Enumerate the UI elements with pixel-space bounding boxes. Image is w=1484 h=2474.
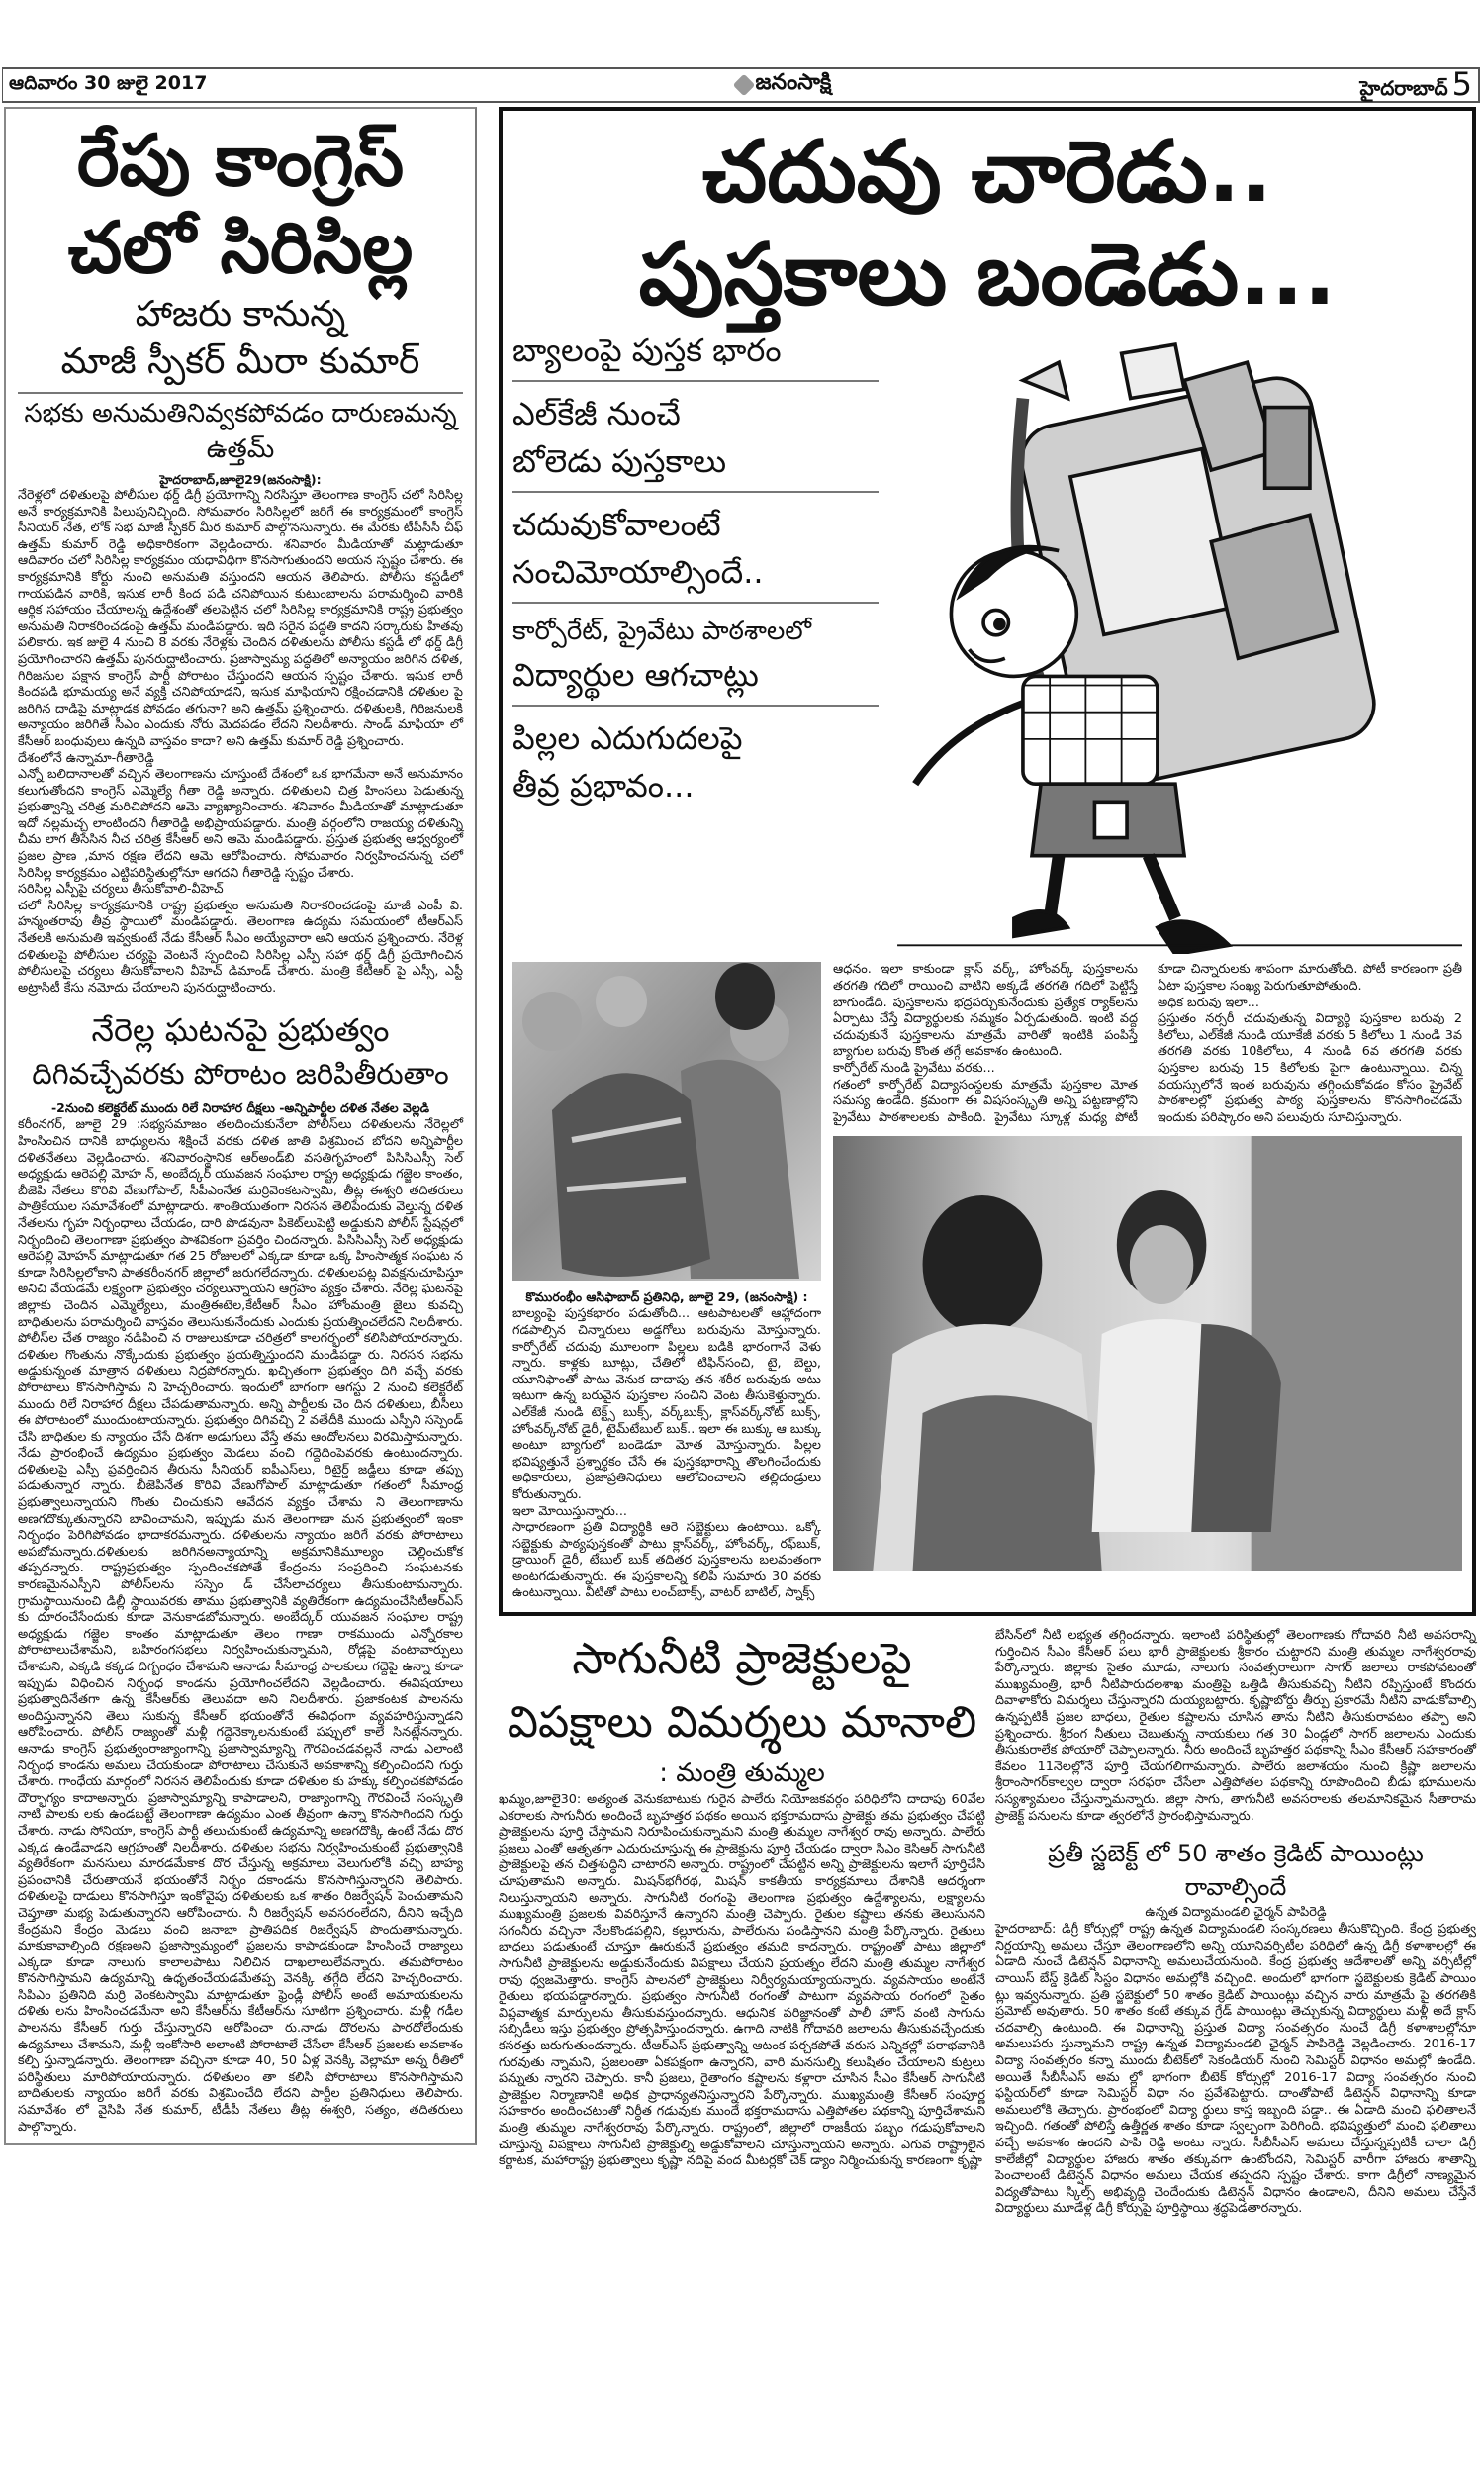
cartoon-boy-with-heavy-bag bbox=[888, 327, 1462, 954]
story-deck: సభకు అనుమతినివ్వకపోవడం దారుణమన్న ఉత్తమ్ bbox=[18, 392, 463, 467]
paragraph: కరీంనగర్, జూలై 29 :సభ్యసమాజం తలదించుకునేలా పోలీస్‌లు దళితులను నేరెల్లలో హింసించిన దానికి బాధ్యులను శిక్షించే వరకు దళిత జాతి విశ్రమించ బోదని అన్నిపార్టీల దళితనేతలు వెల్లడించారు. శనివారంస్థానిక ఆర్అండ్‌బి వసతిగృహంలో పిసిసిఎస్సీ సెల్ అధ్యక్షుడు ఆరెపల్లి మోహ న్, అంబేద్కర్ యువజన సంఘాల రాష్ట్ర అధ్యక్షుడు గజ్జెల కాంతం, బీజెపి నేతలు కొరివి వేణుగోపాల్, సీపీఎంనేత మర్రివెంకటస్వామి, తీట్ల ఈశ్వరి తదితరులు పాత్రికేయుల సమావేశంలో మాట్లాడారు. శాంతియుతంగా నిరసన తెలిపేందుకు వెల్తున్న దళిత నేతలను గృహ నిర్బంధాలు చేయడం, దారి పొడవునా పికెట్‌లుపెట్టి అడ్డుకుని పోలీస్ స్టేషన్లలో నిర్బందించి తెలంగాణా ప్రభుత్వం పాశవికంగా ప్రవర్తిం చిందన్నారు. పిసిసిఎస్సీ సెల్ అధ్యక్షుడు ఆరెపల్లి మోహన్ మాట్లాడుతూ గత 25 రోజులలో ఎక్కడా కూడా ఒక్క హింసాత్మక సంఘట న కూడా సిరిసిల్లలోకాని పాతకరీంనగర్ జిల్లాలో జరుగలేదన్నారు. దళితులపట్ల వివక్షనుచూపిస్తూ అనిచి వేయడమే లక్ష్యంగా ప్రభుత్వం చర్యలున్నాయని ఆగ్రహం వ్యక్తం చేశారు. నేరెల్ల ఘటనపై జిల్లాకు చెందిన ఎమ్మెల్యేలు, మంత్రిఈటెల,కేటీఆర్ సీఎం హోంమంత్రి జైలు కువచ్చి బాధితులను పరామర్శించి వాస్తవం తెలుసుకునేందుకు ఎందుకు ప్రయత్నించలేదని నిలదీశారు. పోలీస్‌ల చేత రాజ్యం నడిపించి న రాజులుకూడా చరిత్రలో కాలగర్భంలో కలిసిపోయారన్నారు. దళితుల గొంతును నొక్కేందుకు ప్రభుత్వం ప్రయత్నిస్తుందని మండిపడ్డా రు. నిరసన సభను అడ్డుకున్నంత మాత్రాన దళితులు నిద్రపోరన్నారు. ఖచ్చితంగా ప్రభుత్వం దిగి వచ్చే వరకు పోరాటాలు కొనసాగిస్తామ ని హెచ్చరించారు. ఇందులో బాగంగా ఆగస్టు 2 నుంచి కలెక్టరేట్ ముందు రిలే నిరాహార దీక్షలు చేపడుతామన్నారు. అన్ని పార్టీలకు చెం దిన దళితులు, బీసీలు ఈ పోరాటంలో ముందుంటాయన్నారు. ప్రభుత్వం దిగివచ్చి 2 వతేదీకి ముందు ఎస్పీని సస్పెండ్ చేసి బాధితుల కు న్యాయం చేసే దిశగా అడుగులు వేస్తే తమ ఆందోలనలు విరమిస్తామన్నారు. నేడు ప్రారంభించే ఉద్యమం ప్రభుత్వం మెడలు వంచి గద్దెదింపెవరకు ఉంటుందన్నారు. దళితులపై ఎస్పీ ప్రవర్తించిన తీరును సీనియర్ ఐపీఎస్‌లు, రిటైర్డ్ జడ్జీలు కూడా తప్పు పడుతున్నార న్నారు. బీజెపినేత కొరివి వేణుగోపాల్ మాట్లాడుతూ గతంలో సీమాంధ్ర ప్రభుత్వాలున్నాయని గొంతు చించుకుని ఆవేదన వ్యక్తం చేశామ ని తెలంగాణాను అణగదొక్కుతున్నారని బావించామని, ఇప్పుడు మన తెలంగాణా మన ప్రభుత్వంలో ఇంకా నిర్బంధం పెరిగిపోవడం భాదాకరమన్నారు. దళితులను న్యాయం జరిగే వరకు పోరాటాలు అపబోమన్నారు.దళితులకు జరిగినఅన్యాయాన్ని అక్రమానికిమూల్యం చెల్లించుకోక తప్పదన్నారు. రాష్ట్రప్రభుత్వం స్పందించకపోతే కేంద్రంను సంప్రదించి సంఘటనకు కారణమైనఎస్పీని పోలీస్‌లను సస్పెం డ్ చేసేలాచర్యలు తీసుకుంటామన్నారు. గ్రామస్థాయినుంచి డిల్లీ స్థాయివరకు తాము ప్రభుత్వానికి వ్యతిరేకంగా ఉద్యమంచేసిటీఆర్ఎస్ కు దూరంచేసేందుకు కూడా వెనుకాడబోమన్నారు. అంబేద్కర్ యువజన సంఘాల రాష్ట్ర అధ్యక్షుడు గజ్జెల కాంతం మాట్లాడుతూ తెలం గాణా రాకముందు ఎన్నోరకాల పోరాటాలుచేశామని, బహిరంగసభలు నిర్వహించుకున్నామని, రోడ్లపై వంటావార్పులు చేశామని, ఎక్కడి కక్కడ దిగ్బంధం చేశామని ఆనాడు సీమాంధ్ర పాలకులు గద్దెపై ఉన్నా కూడా ఇప్పుడు విధించిన నిర్బంధ కాండను ప్రయోగించలేదని వెల్లడించారు. ఈవిషయాలు ప్రభుత్వాదినేతగా ఉన్న కేసీఆర్‌కు తెలువదా అని నిలదీశారు. ప్రజాకంటక పాలనను అందిస్తున్నానని తెలు సుకున్న కేసీఆర్ భయంతోనే ఈవిధంగా వ్యవహరిస్తున్నాడని ఆరోపించారు. పోలీస్ రాజ్యంతో మళ్లీ గద్దెనెక్కాలనుకుంటే పప్పులో కాలే సినట్లేనన్నారు. ఆనాడు కాంగ్రెస్ ప్రభుత్వంరాజ్యాంగాన్ని ప్రజాస్వామ్యాన్ని గౌరవించడవల్లనే నాడు ఎలాంటి నిర్బంధ కాండను అమలు చేయకుండా పోరాటాలు చేసుకునే అవకాశాన్ని కల్పించిందని గుర్తు చేశారు. గాంధేయ మార్గంలో నిరసన తెలిపేందుకు కూడా దళితుల కు హక్కు కల్పించకపోవడం దౌర్భాగ్యం కాదాఅన్నారు. ప్రజాస్వామ్యాన్ని కాపాడాలని, రాజ్యాంగాన్ని గౌరవించే సంస్కృతి నాటి పాలకు లకు ఉండబట్టే తెలంగాణా ఉద్యమం ఎంత తీవ్రంగా ఉన్నా కొనసాగిందని గుర్తు చేశారు. నాడు సోనియా, కాంగ్రెస్ పార్టీ తలుచుకుంటే ఉద్యమాన్ని అణగదొక్కి ఉంటే నేడు దొర ఎక్కడ ఉండేవాడని ఆగ్రహంతో నిలదీశారు. దళితుల సభను నిర్వహించుకుంటే ప్రభుత్వానికి వ్యతిరేకంగా మనసులు మారడమేకాక దొర చేస్తున్న అక్రమాలు వెలుగులోకి వచ్చి బాహ్య ప్రపంచానికి చేరుతాయనే భయంతోనే నిర్బం దకాండను కొనసాగిస్తున్నారని తెలిపారు. దళితులపై దాడులు కొనసాగిస్తూ ఇంకోవైపు దళితులకు ఒక శాతం రిజర్వేషన్ పెంచుతామని చెప్తూతా మభ్య పెడుతున్నారని ఆరోపించారు. నీ రిజర్వేషన్ అవసరంలేదని, దీనిని ఇచ్చేది కేంద్రమని కేంద్రం మెడలు వంచి జనాబా ప్రాతిపదిక రిజర్వేషన్ పొందుతామన్నారు. మాకుకావాల్సింది రక్షణఅని ప్రజాస్వామ్యంలో ప్రజలను కాపాడకుండా హింసించే రాజ్యాలు ఎక్కడా కూడా నాలుగు కాలాలపాటు నిలిచిన దాఖలాలులేవన్నారు. తమపోరాటం కొనసాగిస్తామని ఉద్యమాన్ని ఉధృతంచేయడమేతప్ప వెనక్కి తగ్గేది లేదని హెచ్చరించారు. సిపిఎం ప్రతినిది మర్రి వెంకటస్వామి మాట్లాడుతూ ఫ్రెండ్లీ పోలీస్ అంటే అమాయకులను దళితు లను హింసించడమేనా అని కేసీఆర్‌ను కేటీఆర్‌ను సూటిగా ప్రశ్నించారు. మళ్లీ గడీల పాలనను కేసీఆర్ గుర్తు చేస్తున్నారని ఆరోపించా రు.నాడు దొరలను పారదోలేందుకు ఉద్యమాలు చేశామని, మళ్లీ ఇంకోసారి అలాంటి పోరాటాలే చేసేలా కేసీఆర్ ప్రజలకు అవకాశం కల్పి స్తున్నాడన్నారు. తెలంగాణా వచ్చినా కూడా 40, 50 ఏళ్ల వెనక్కి వెల్లామా అన్న రీతిలో పరిస్థితులు మారిపోయాయన్నారు. దళితులం తా కలిసి పోరాటాలు కొనసాగిస్తామని బాదితులకు న్యాయం జరిగే వరకు విశ్రమించేది లేదని పార్టీల ప్రతినిధులు తెలిపారు. సమావేశం లో వైసిపి నేత కుమార్, టీడీపీ నేతలు తీట్ల ఈశ్వరి, సత్యం, తదితరులు పాల్గొన్నారు. bbox=[18, 1117, 463, 2135]
headline-line-1: సాగునీటి ప్రాజెక్టులపై bbox=[572, 1634, 912, 1685]
subhead: చదువుకోవాలంటే bbox=[512, 506, 721, 543]
dateline: కొమురంభీం ఆసిఫాబాద్ ప్రతినిధి, జూలై 29, (జనంసాక్షి) : bbox=[525, 1289, 808, 1305]
edition-info bbox=[1360, 65, 1472, 105]
section-subhead: దేశంలోనే ఉన్నామా-గీతారెడ్డి bbox=[18, 750, 154, 766]
subhead: కార్పోరేట్, ప్రైవేటు పాఠశాలలో bbox=[512, 617, 812, 646]
paragraph: ఎన్నో బలిదానాలతో వచ్చిన తెలంగాణను చూస్తుంటే దేశంలో ఒక భాగమేనా అనే అనుమానం కలుగుతోందని కాంగ్రెస్ ఎమ్మెల్యే గీతా రెడ్డి అన్నారు. దళితులని చిత్ర హింసలు పెడుతున్న ప్రభుత్వాన్ని చరిత్ర మరిచిపోదని ఆమె వ్యాఖ్యానించారు. శనివారం మీడియాతో మాట్లాడుతూ ఇదో నల్లమచ్చ లాంటిందని గీతారెడ్డి అభిప్రాయపడ్డారు. మంత్రి వర్గంలోని రాజయ్య దళితున్ని చీమ లాగ తీసేసిన నీచ చరిత్ర కేసీఆర్ అని ఆమె మండిపడ్డారు. ప్రస్తుత ప్రభుత్వ ఆధ్వర్యంలో ప్రజల ప్రాణ ,మాన రక్షణ లేదని ఆమె ఆరోపించారు. సోమవారం నిర్వహించనున్న చలో సిరిసిల్ల కార్యక్రమం ఎట్టిపరిస్థితుల్లోనూ ఆగదని గీతారెడ్డి స్పష్టం చేశారు. bbox=[18, 767, 463, 881]
edition-city: హైదరాబాద్ bbox=[1359, 76, 1448, 100]
subhead: ఎల్‌కేజీ నుంచే bbox=[512, 395, 681, 432]
divider bbox=[512, 491, 879, 493]
subhead-line-2: మాజీ స్పీకర్ మీరా కుమార్ bbox=[60, 341, 420, 382]
feature-school-bag-burden bbox=[499, 107, 1476, 1616]
right-column-stories bbox=[995, 1628, 1476, 2218]
bottom-stories bbox=[499, 1628, 1476, 2218]
headline-line-2: దిగివచ్చేవరకు పోరాటం జరిపితీరుతాం bbox=[32, 1057, 449, 1092]
photo-schoolgirls-with-bags bbox=[833, 1136, 1462, 1571]
divider bbox=[512, 705, 879, 707]
headline-line-2: చలో సిరిసిల్ల bbox=[67, 206, 414, 289]
section-subhead: సరిసిల్ల ఎస్పీపై చర్యలు తీసుకోవాలి-వీహెచ్ bbox=[18, 882, 224, 898]
subhead: బోలెడు పుస్తకాలు bbox=[512, 442, 727, 480]
logo-text: జనంసాక్షి bbox=[755, 70, 832, 95]
feature-headline-line-2: పుస్తకాలు బండెడు... bbox=[638, 226, 1337, 325]
page-body bbox=[4, 107, 1480, 2218]
divider bbox=[512, 602, 879, 604]
issue-date: ఆదివారం 30 జులై 2017 bbox=[9, 71, 208, 94]
story-kicker: -2నుంచి కలెక్టరేట్ ముందు రిలే నిరాహార దీక్షలు -అన్నిపార్టీల దళిత నేతల వెల్లడి bbox=[50, 1100, 430, 1116]
story-nerella-protest bbox=[18, 1008, 463, 2136]
paragraph: ఖమ్మం,జూలై30: అత్యంత వెనుకబాటుకు గురైన పాలేరు నియోజకవర్గం పరిధిలోని దాదాపు 60వేల ఎకరాలకు సాగునీరు అందించే బృహత్తర పథకం అయిన భక్తరామదాసు ప్రాజెక్టు తమ ప్రభుత్వం చేపట్టి ప్రాజెక్టులను పూర్తి చేస్తామని నిరూపించుకున్నామని మంత్రి తుమ్మల నాగేశ్వర రావు అన్నారు. పాలేరు ప్రజలు ఎంతో ఆతృతగా ఎదురుచూస్తున్న ఈ ప్రాజెక్టును పూర్తి చేయడం ద్వారా సిఎం కెసిఆర్ సాగునీటి ప్రాజెక్టులపై తన చిత్తశుద్ధిని చాటారని అన్నారు. రాష్ట్రంలో చేపట్టిన అన్ని ప్రాజెక్టులను ఇలాగే పూర్తిచేసి చూపుతామని అన్నారు. మిషన్‌భగీరథ, మిషన్ కాకతీయ కార్యక్రమాలు దేశానికి ఆదర్శంగా నిలుస్తున్నాయని అన్నారు. సాగునీటి రంగంపై తెలంగాణ ప్రభుత్వం ఉద్దేశ్యాలను, లక్ష్యాలను ముఖ్యమంత్రి ప్రజలకు వివరిస్తూనే ఉన్నారని మంత్రి చెప్పారు. రైతుల కష్టాలు తనకు తెలుసునని సగంనీరు వచ్చినా నేలకొండపల్లిని, కల్లూరును, పాలేరును పండిస్తానని మంత్రి పేర్కొన్నారు. రైతులు బాధలు పడుతుంటే చూస్తూ ఊరుకునే ప్రభుత్వం తమది కాదన్నారు. రాష్ట్రంతో పాటు జిల్లాలో సాగునీటి ప్రాజెక్టులను అడ్డుకునేందుకు విపక్షాలు చేయని ప్రయత్నం లేదని మంత్రి తుమ్మల నాగేశ్వర రావు ధ్వజమెత్తారు. కాంగ్రెస్ పాలనలో ప్రాజెక్టులు నిర్వీర్యమయ్యాయన్నారు. వ్యవసాయం అంటేనే రైతులు భయపడ్డారన్నారు. ప్రభుత్వం సాగునీటి రంగంతో పాటుగా వ్యవసాయ రంగంలో సైతం విప్లవాత్మక మార్పులను తీసుకువస్తుందన్నారు. ఆధునిక పరిజ్ఞానంతో పాలీ హౌస్ వంటి సాగును సబ్సిడీలు ఇస్తు ప్రభుత్వం ప్రోత్సహిస్తుందన్నారు. ఉగాది నాటికి గోదావరి జలాలను తీసుకువచ్చేందుకు కసరత్తు జరుగుతుందన్నారు. టీఆర్ఎస్ ప్రభుత్వాన్ని ఆటంక పర్చకపోతే వరుస ఎన్నికల్లో పరాభవానికి గురవుతు న్నామని, ప్రజలంతా ఏకపక్షంగా ఉన్నారని, వారి మనసుల్ని కలుషితం చేయాలని కుట్రలు పన్నుతు న్నారని చెప్పారు. కానీ ప్రజలు, రైతాంగం కష్టాలను కళ్లారా చూసిన సీఎం కేసీఆర్ సాగునీటి ప్రాజెక్టుల నిర్మాణానికి అధిక ప్రాధాన్యతనిస్తున్నారని పేర్కొన్నారు. ముఖ్యమంత్రి కేసీఆర్ సంపూర్ణ సహకారం అందించటంతో నిర్ధీత గడువుకు ముందే భక్తరామదాసు ఎత్తిపోతల పథకాన్ని పూర్తిచేశామని మంత్రి తుమ్మల నాగేశ్వరరావు పేర్కొన్నారు. రాష్ట్రంలో, జిల్లాలో రాజకీయ పబ్బం గడుపుకోవాలని చూస్తున్న విపక్షాలు సాగునీటి ప్రాజెక్టుల్ని అడ్డుకోవాలని చూస్తున్నాయని అన్నారు. ఎగువ రాష్ట్రాలైన కర్ణాటక, మహారాష్ట్ర ప్రభుత్వాలు కృష్ణా నదిపై వంద మీటర్లకో చెక్ డ్యాం నిర్మించుకున్న కారణంగా కృష్ణా bbox=[499, 1792, 985, 2169]
section-subhead: అధిక బరువు ఇలా... bbox=[1158, 995, 1259, 1010]
paragraph: సాధారణంగా ప్రతి విద్యార్థికి ఆరె సబ్జెక్టులు ఉంటాయి. ఒక్కో సబ్జెక్టుకు పాఠ్యపుస్తకంతో పాటు క్లాస్‌వర్క్, హోంవర్క్, రఫ్‌బుక్, డ్రాయింగ్ డైరీ, టేబుల్ బుక్ తదితర పుస్తకాలను బలవంతంగా అంటగడుతున్నారు. ఈ పుస్తకాలన్ని కలిపి సుమారు 30 వరకు ఉంటున్నాయి. వీటితో పాటు లంచ్‌బాక్స్, వాటర్ బాటిల్, స్నాక్స్ bbox=[512, 1520, 821, 1601]
section-subhead: ఇలా మోయిస్తున్నారు... bbox=[512, 1503, 627, 1519]
subhead-line-1: హాజరు కానున్న bbox=[135, 294, 346, 334]
photo-student-with-backpack bbox=[512, 962, 821, 1281]
paragraph: బాల్యంపై పుస్తకభారం పడుతోంది... ఆటపాటలతో ఆహ్లాదంగా గడపాల్సిన చిన్నారులు అడ్డగోలు బరువును మోస్తున్నారు. కార్పోరేట్ చదువు మూలంగా పిల్లలు బడికి భారంగానే వెళు న్నారు. కాళ్లకు బూట్లు, చేతిలో టిఫిన్‌సంచి, టై, బెల్టు, యూనిఫాంతో పాటు వెనుక దాదాపు తన శరీర బరువుకు అటు ఇటుగా ఉన్న బరువైన పుస్తకాల సంచిని వెంట తీసుకెళ్తున్నారు. ఎల్‌కేజీ నుండి టెక్ట్స్ బుక్స్, వర్క్‌బుక్స్, క్లాస్‌వర్క్‌నోట్ బుక్స్, హోంవర్క్‌నోట్ డైరీ, టైమ్‌టేబుల్ బుక్.. ఇలా ఈ బుక్కు ఆ బుక్కు అంటూ బ్యాగులో బండెడూ మోత మోస్తున్నారు. పిల్లల భవిష్యత్తునే ప్రశ్నార్థకం చేసే ఈ పుస్తకభారాన్ని తొలగించేందుకు అధికారులు, ప్రజాప్రతినిధులు ఆలోచించాలని తల్లిదండ్రులు కోరుతున్నారు. bbox=[512, 1306, 821, 1502]
story-credit-points bbox=[995, 1837, 1476, 2218]
subhead: పిల్లల ఎదుగుదలపై bbox=[512, 719, 743, 757]
paragraph-continued: బేసిన్‌లో నీటి లభ్యత తగ్గిందన్నారు. ఇలాంటి పరిస్థితుల్లో తెలంగాణకు గోదావరి నీటి అవసరాన్ని గుర్తించిన సీఎం కేసీఆర్ పలు భారీ ప్రాజెక్టులకు శ్రీకారం చుట్టారని మంత్రి తుమ్మల నాగేశ్వరరావు పేర్కొన్నారు. జిల్లాకు సైతం మూడు, నాలుగు సంవత్సరాలుగా సాగర్ జలాలు రాకపోవటంతో ముఖ్యమంత్రి, భారీ నీటిపారుదలశాఖ మంత్రిపై ఒత్తిడి తీసుకువచ్చి నీటిని రప్పిస్తుంటే కొందరు దివాళాకోరు విమర్శలు చేస్తున్నారని దుయ్యబట్టారు. కృష్ణాబోర్డు తీర్పు ప్రకారమే నీటిని వాడుకోవాల్సి ఉన్నప్పటికీ ప్రజల బాధలు, రైతుల కష్టాలను చూసిన తాను నీటిని తీసుకురావటం తప్పా అని ప్రశ్నించారు. శ్రీరంగ నీతులు చెబుతున్న నాయకులు గత 30 ఏండ్లలో సాగర్ జలాలను ఎందుకు తీసుకురాలేక పోయారో చెప్పాలన్నారు. నీరు అందించే బృహత్తర పథకాన్ని సీఎం కేసీఆర్ సహకారంతో కేవలం 11నెలల్లోనే పూర్తి చేయగలిగామన్నారు. పాలేరు జలాశయం నుంచి క్రిష్ణా జలాలను శ్రీరాంసాగర్‌కాల్వల ద్వారా సరఫరా చేసేలా ఎత్తిపోతల పథకాన్ని రూపొందించి బీడు భూములను సస్యశ్యామలం చేస్తున్నామన్నారు. జిల్లా సాగు, తాగునీటి అవసరాలకు తలమానికమైన సీతారామ ప్రాజెక్ట్ పనులను కూడా త్వరలోనే ప్రారంభిస్తామన్నారు. bbox=[995, 1628, 1476, 1824]
divider bbox=[512, 380, 879, 382]
page-number: 5 bbox=[1451, 65, 1472, 103]
feature-article-columns-2-3 bbox=[833, 962, 1462, 1602]
subhead: విద్యార్థుల ఆగచాట్లు bbox=[512, 656, 759, 694]
subhead: తీవ్ర ప్రభావం... bbox=[512, 767, 695, 805]
logo-icon bbox=[732, 74, 755, 97]
headline: ప్రతీ స్జబెక్ట్ లో 50 శాతం క్రెడిట్ పాయింట్లు రావాల్సిందే bbox=[1048, 1840, 1424, 1902]
feature-headline-line-1: చదువు చారెడు.. bbox=[701, 123, 1273, 222]
left-column-stories bbox=[4, 107, 477, 2145]
headline-line-1: రేపు కాంగ్రెస్ bbox=[76, 119, 405, 202]
paragraph: ప్రస్తుతం నర్సరీ చదువుతున్న విద్యార్థి పుస్తకాల బరువు 2 కిలోలు, ఎల్‌కేజీ నుండి యూకేజీ వరకు 5 కిలోలు 1 నుండి 3వ తరగతి వరకు 10కిలోలు, 4 నుండి 6వ తరగతి వరకు పుస్తకాల బరువు 15 కిలోలకు పైగా ఉంటున్నాయి. చిన్న వయస్సులోనే ఇంత బరువును తగ్గించుకోవడం కోసం ప్రైవేట్ పాఠశాలల్లో ప్రభుత్వ పాఠ్య పుస్తకాలను కొనసాగించడమే ఇందుకు పరిష్కారం అని పలువురు సూచిస్తున్నారు. bbox=[1158, 1011, 1462, 1125]
page-header bbox=[2, 67, 1480, 103]
right-area bbox=[499, 107, 1476, 2218]
paragraph: నేరెళ్లలో దళితులపై పోలీసుల థర్డ్ డిగ్రీ ప్రయోగాన్ని నిరసిస్తూ తెలంగాణ కాంగ్రెస్ చలో సిరిసిల్ల అనే కార్యక్రమానికి పిలుపునిచ్చింది. సోమవారం సిరిసిల్లలో జరిగే ఈ కార్యక్రమంలో కాంగ్రెస్ సీనియర్ నేత, లోక్ సభ మాజీ స్పీకర్ మీర కుమార్ పాల్గొనసున్నారు. ఈ మేరకు టీపీసీసీ చీఫ్ ఉత్తమ్ కుమార్ రెడ్డి అధికారికంగా వెల్లడించారు. శనివారం మీడియాతో మట్లాడుతూ ఆదివారం చలో సిరిసిల్ల కార్యక్రమం యధావిధిగా కొనసాగుతుందని అయన స్పష్టం చేశారు. ఈ కార్యక్రమానికి కోర్టు నుంచి అనుమతి వస్తుందని ఆయన తెలిపారు. పోలీసు కస్టడీలో గాయపడిన వారికి, ఇసుక లారీ కింద పడి చనిపోయిన కుటుంబాలను పరామర్శించి వారికి ఆర్థిక సహాయం చేయాలన్న ఉద్దేశంతో తలపెట్టిన చలో సిరిసిల్ల కార్యక్రమానికి రాష్ట్ర ప్రభుత్వం అనుమతి నిరాకరించడంపై ఉత్తమ్ మండిపడ్డారు. ఇది సరైన పద్ధతి కాదని సర్కారుకు హితవు పలికారు. ఇక జులై 4 నుంచి 8 వరకు నేరెళ్లకు చెందిన దళితులను పోలీసు కస్టడీ లో థర్డ్ డిగ్రీ ప్రయోగించారని ఉత్తమ్ పునరుద్ఘాటించారు. ప్రజాస్వామ్య పద్ధతిలో అన్యాయం జరిగిన దళిత, గిరిజనుల పక్షాన కాంగ్రెస్ పార్టీ పోరాటం చేస్తుందని ఆయన స్పష్టం చేశారు. ఇసుక లారీ కిందపడి భూమయ్య అనే వ్యక్తి చనిపోయాడని, ఇసుక మాఫియాని రక్షించడానికి దళితుల పై జరిగిన దాడిపై మాట్లాడక పోవడం తగునా? అని ఉత్తమ్ ప్రశ్నించారు. దళితులకి, గిరిజనులకి అన్యాయం జరిగితే సీఎం ఎందుకు నోరు మెదపడం లేదని నిలదీశారు. సాండ్ మాఫియా లో కేసీఆర్ బంధువులు ఉన్నది వాస్తవం కాదా? అని ఉత్తమ్ కుమార్ రెడ్డి ప్రశ్నించారు. bbox=[18, 488, 463, 749]
subhead: ఉన్నత విద్యామండలి ఛైర్మన్ పాపిరెడ్డి bbox=[1145, 1905, 1327, 1921]
feature-article-column-1 bbox=[512, 962, 821, 1602]
paragraph: ఆధనం. ఇలా కాకుండా క్లాస్ వర్క్, హోంవర్క్ పుస్తకాలను తరగతి గదిలో రాయించి వాటిని అక్కడే తరగతి గదిలో పెట్టిస్తే బాగుండేది. పుస్తకాలను భద్రపర్చుకునేందుకు ప్రత్యేక ర్యాక్‌లను ఏర్పాటు చేస్తే విద్యార్థులకు నమ్మకం ఏర్పడుతుంది. ఇంటి వద్ద చదువుకునే పుస్తకాలను మాత్రమే వారితో ఇంటికి పంపిస్తే బ్యాగుల బరువు కొంత తగ్గే అవకాశం ఉంటుంది. bbox=[833, 962, 1138, 1060]
byline: : మంత్రి తుమ్మల bbox=[659, 1759, 825, 1789]
dateline: హైదరాబాద్,జూలై29(జనంసాక్షి): bbox=[159, 472, 322, 487]
feature-subheads bbox=[512, 327, 879, 954]
newspaper-logo[interactable] bbox=[736, 70, 832, 100]
story-irrigation-projects bbox=[499, 1628, 985, 2218]
paragraph: గతంలో కార్పోరేట్ విద్యాసంస్థలకు మాత్రమే పుస్తకాల మోత సమస్య ఉండేది. క్రమంగా ఈ విషసంస్కృతి అన్ని పట్టణాల్లోని ప్రైవేటు పాఠశాలలకు పాకింది. ప్రైవేటు స్కూళ్ల మధ్య పోటీ కూడా చిన్నారులకు శాపంగా మారుతోంది. పోటీ కారణంగా ప్రతీ ఏటా పుస్తకాల సంఖ్య పెరుగుతూపోతుంది. bbox=[833, 962, 1462, 1125]
section-subhead: కార్పోరేట్ నుండి ప్రైవేటు వరకు... bbox=[833, 1060, 995, 1076]
subhead: బ్యాలంపై పుస్తక భారం bbox=[512, 332, 782, 369]
paragraph: హైదరాబాద్: డిగ్రీ కోర్సుల్లో రాష్ట్ర ఉన్నత విద్యామండలి సంస్కరణలు తీసుకొచ్చింది. కేంద్ర ప్రభుత్వ నిర్ణయాన్ని అమలు చేస్తూ తెలంగాణలోని అన్ని యూనివర్సిటీల పరిధిలో ఉన్న డిగ్రీ కళాశాలల్లో ఈ ఏడాది నుంచే డిటెన్షన్ విధానాన్ని అమలుచేయనుంది. కేంద్ర ప్రభుత్వ ఆదేశాలతో అన్ని వర్సిటీల్లో చాయిస్ బేస్డ్ క్రెడిట్ సిస్టం విధానం అమల్లోకి వచ్చింది. అందులో భాగంగా స్జబెక్టులకు క్రెడిట్ పాయిం ట్లు ఇవ్వనున్నారు. ప్రతి స్జబెక్టులో 50 శాతం క్రెడిట్ పాయింట్లు వచ్చిన వారు మాత్రమే పై తరగతికి ప్రమోట్ అవుతారు. 50 శాతం కంటే తక్కువ గ్రేడ్ పాయింట్లు తెచ్చుకున్న విద్యార్థులు మళ్లీ అదే క్లాస్ చదవాల్సి ఉంటుంది. ఈ విధానాన్ని ప్రస్తుత విద్యా సంవత్సరం నుంచే డిగ్రీ కళాశాలల్లోనూ అమలుపరు స్తున్నామని రాష్ట్ర ఉన్నత విద్యామండలి ఛైర్మన్ పాపిరెడ్డి వెల్లడించారు. 2016-17 విద్యా సంవత్సరం కన్నా ముందు బీటెక్‌లో సెకండియర్ నుంచి సెమిస్టర్ విధానం అమల్లో ఉండేది. అయితే సీబీసీఎస్ అమ ల్లో భాగంగా బీటెక్ కోర్సుల్లో 2016-17 విద్యా సంవత్సరం నుంచి ఫస్టియర్‌లో కూడా సెమిస్టర్ విధా నం ప్రవేశపెట్టారు. దాంతోపాటే డిటెన్షన్ విధానాన్ని కూడా అమలులోకి తెచ్చారు. ప్రారంభంలో విద్యా ర్థులు కాస్త ఇబ్బంది పడ్డా.. ఈ ఏడాది మంచి ఫలితాలనే ఇచ్చింది. గతంతో పోలిస్తే ఉత్తీర్ణత శాతం కూడా స్వల్పంగా పెరిగింది. భవిష్యత్తులో మంచి ఫలితాలు వచ్చే అవకాశం ఉందని పాపి రెడ్డి అంటు న్నారు. సీబీసీఎస్ అమలు చేస్తున్నప్పటికీ చాలా డిగ్రీ కాలేజీల్లో విద్యార్థుల హాజరు శాతం తక్కువగా ఉంటోందని, సెమిస్టర్ వారీగా హాజరు శాతాన్ని పెంచాలంటే డిటెన్షన్ విధానం అమలు చేయక తప్పదని స్పష్టం చేశారు. కాగా డిగ్రీలో నాణ్యమైన విద్యతోపాటు స్కిల్స్ అభివృద్ధి చెందేందుకు డిటెన్షన్ విధానం ఉండాలని, దీనిని అమలు చేస్తేనే విద్యార్థులు మూడేళ్ల డిగ్రీ కోర్సుపై పూర్తిస్థాయి శ్రద్ధపెడతారన్నారు. bbox=[995, 1922, 1476, 2217]
story-congress-chalo-sircilla bbox=[18, 117, 463, 997]
headline-line-1: నేరెల్ల ఘటనపై ప్రభుత్వం bbox=[91, 1011, 390, 1050]
headline-line-2: విపక్షాలు విమర్శలు మానాలి bbox=[507, 1697, 977, 1749]
subhead: సంచిమోయాల్సిందే.. bbox=[512, 553, 764, 591]
paragraph: చలో సిరిసిల్ల కార్యక్రమానికి రాష్ట్ర ప్రభుత్వం అనుమతి నిరాకరించడంపై మాజీ ఎంపీ వి. హన్మంతరావు తీవ్ర స్థాయిలో మండిపడ్డారు. తెలంగాణ ఉద్యమ సమయంలో టీఆర్ఎస్ నేతలకి అనుమతి ఇవ్వకుంటే నేడు కేసీఆర్ సీఎం అయ్యేవారా అని ఆయన ప్రశ్నించారు. నేరెళ్ల దళితులపై పోలీసుల చర్యపై వెంటనే స్పందించి సిరిసిల్ల ఎస్పీ సహా థర్డ్ డిగ్రీ ప్రయోగించిన పోలీసులపై చర్యలు తీసుకోవాలని వీహెచ్ డిమాండ్ చేశారు. మంత్రి కేటీఆర్ పై ఎస్సీ, ఎస్టీ అట్రాసిటీ కేసు నమోదు చేయాలని పునరుద్ఘాటించారు. bbox=[18, 898, 463, 996]
